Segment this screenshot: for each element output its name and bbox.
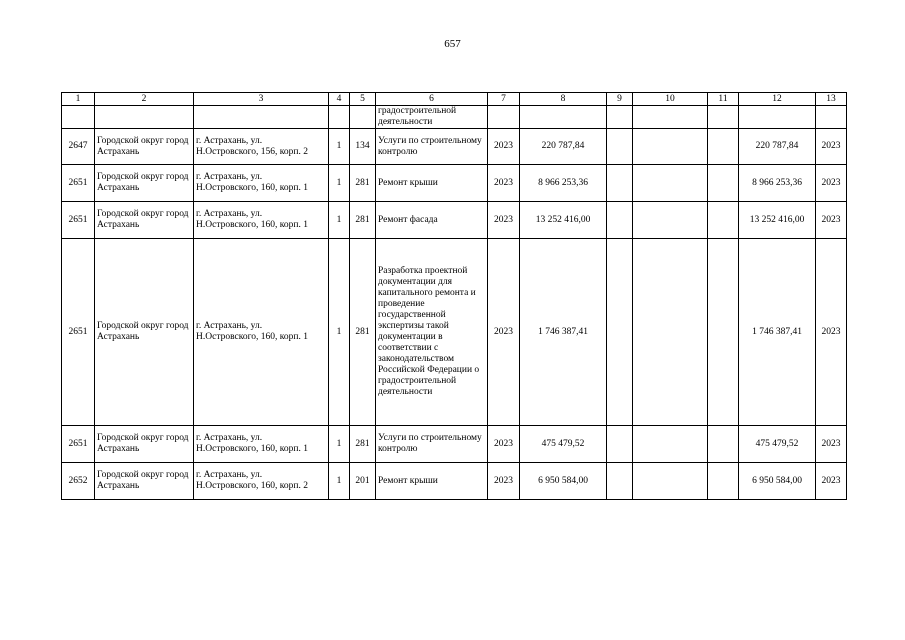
cell-municipality: Городской округ город Астрахань bbox=[95, 165, 194, 202]
cell-address: г. Астрахань, ул. Н.Островского, 160, корп. 1 bbox=[194, 426, 329, 463]
cell-row-number: 2651 bbox=[62, 165, 95, 202]
cell-col-11 bbox=[708, 165, 739, 202]
cell-amount: 6 950 584,00 bbox=[520, 463, 607, 500]
cell-amount: 220 787,84 bbox=[520, 129, 607, 165]
header-cell-3: 3 bbox=[194, 93, 329, 106]
cell-count bbox=[329, 106, 350, 129]
cell-total-amount: 220 787,84 bbox=[739, 129, 816, 165]
header-cell-1: 1 bbox=[62, 93, 95, 106]
cell-municipality: Городской округ город Астрахань bbox=[95, 426, 194, 463]
cell-work-type: Ремонт фасада bbox=[376, 202, 488, 239]
cell-work-type: Ремонт крыши bbox=[376, 165, 488, 202]
cell-code: 281 bbox=[350, 202, 376, 239]
header-cell-11: 11 bbox=[708, 93, 739, 106]
header-cell-12: 12 bbox=[739, 93, 816, 106]
cell-col-11 bbox=[708, 463, 739, 500]
cell-total-amount: 1 746 387,41 bbox=[739, 239, 816, 426]
cell-col-10 bbox=[633, 426, 708, 463]
cell-col-11 bbox=[708, 129, 739, 165]
cell-count: 1 bbox=[329, 426, 350, 463]
header-row bbox=[62, 93, 847, 106]
cell-address: г. Астрахань, ул. Н.Островского, 156, корп. 2 bbox=[194, 129, 329, 165]
cell-row-number: 2651 bbox=[62, 239, 95, 426]
cell-municipality bbox=[95, 106, 194, 129]
cell-code: 134 bbox=[350, 129, 376, 165]
cell-finish-year: 2023 bbox=[816, 426, 847, 463]
cell-code: 201 bbox=[350, 463, 376, 500]
header-cell-10: 10 bbox=[633, 93, 708, 106]
header-cell-13: 13 bbox=[816, 93, 847, 106]
cell-row-number: 2651 bbox=[62, 426, 95, 463]
cell-amount bbox=[520, 106, 607, 129]
cell-code bbox=[350, 106, 376, 129]
cell-year: 2023 bbox=[488, 202, 520, 239]
cell-count: 1 bbox=[329, 165, 350, 202]
cell-row-number bbox=[62, 106, 95, 129]
cell-col-9 bbox=[607, 239, 633, 426]
header-cell-6: 6 bbox=[376, 93, 488, 106]
table-row bbox=[62, 106, 847, 129]
cell-amount: 13 252 416,00 bbox=[520, 202, 607, 239]
cell-address: г. Астрахань, ул. Н.Островского, 160, корп. 1 bbox=[194, 239, 329, 426]
cell-municipality: Городской округ город Астрахань bbox=[95, 463, 194, 500]
cell-year bbox=[488, 106, 520, 129]
cell-work-type: Услуги по строительному контролю bbox=[376, 129, 488, 165]
cell-address: г. Астрахань, ул. Н.Островского, 160, корп. 1 bbox=[194, 202, 329, 239]
cell-count: 1 bbox=[329, 202, 350, 239]
table-body bbox=[62, 93, 847, 500]
cell-col-9 bbox=[607, 426, 633, 463]
cell-work-type: Услуги по строительному контролю bbox=[376, 426, 488, 463]
cell-address: г. Астрахань, ул. Н.Островского, 160, корп. 1 bbox=[194, 165, 329, 202]
cell-count: 1 bbox=[329, 129, 350, 165]
cell-total-amount: 475 479,52 bbox=[739, 426, 816, 463]
cell-col-10 bbox=[633, 239, 708, 426]
table-row bbox=[62, 463, 847, 500]
cell-finish-year: 2023 bbox=[816, 202, 847, 239]
cell-municipality: Городской округ город Астрахань bbox=[95, 239, 194, 426]
cell-finish-year: 2023 bbox=[816, 129, 847, 165]
cell-year: 2023 bbox=[488, 426, 520, 463]
cell-year: 2023 bbox=[488, 129, 520, 165]
cell-address bbox=[194, 106, 329, 129]
cell-total-amount bbox=[739, 106, 816, 129]
cell-year: 2023 bbox=[488, 239, 520, 426]
cell-year: 2023 bbox=[488, 463, 520, 500]
cell-finish-year: 2023 bbox=[816, 463, 847, 500]
header-cell-5: 5 bbox=[350, 93, 376, 106]
cell-col-10 bbox=[633, 202, 708, 239]
cell-count: 1 bbox=[329, 463, 350, 500]
cell-work-type: Ремонт крыши bbox=[376, 463, 488, 500]
cell-col-9 bbox=[607, 106, 633, 129]
header-cell-9: 9 bbox=[607, 93, 633, 106]
table-row bbox=[62, 426, 847, 463]
cell-finish-year bbox=[816, 106, 847, 129]
cell-amount: 1 746 387,41 bbox=[520, 239, 607, 426]
header-cell-8: 8 bbox=[520, 93, 607, 106]
cell-row-number: 2651 bbox=[62, 202, 95, 239]
cell-col-11 bbox=[708, 202, 739, 239]
cell-col-11 bbox=[708, 426, 739, 463]
table-row bbox=[62, 202, 847, 239]
cell-code: 281 bbox=[350, 426, 376, 463]
cell-address: г. Астрахань, ул. Н.Островского, 160, корп. 2 bbox=[194, 463, 329, 500]
cell-year: 2023 bbox=[488, 165, 520, 202]
cell-code: 281 bbox=[350, 165, 376, 202]
cell-col-9 bbox=[607, 129, 633, 165]
cell-total-amount: 6 950 584,00 bbox=[739, 463, 816, 500]
cell-col-10 bbox=[633, 129, 708, 165]
cell-finish-year: 2023 bbox=[816, 165, 847, 202]
register-table bbox=[61, 92, 847, 500]
table-row bbox=[62, 165, 847, 202]
cell-col-10 bbox=[633, 165, 708, 202]
header-cell-2: 2 bbox=[95, 93, 194, 106]
cell-code: 281 bbox=[350, 239, 376, 426]
cell-count: 1 bbox=[329, 239, 350, 426]
table-row bbox=[62, 239, 847, 426]
cell-total-amount: 8 966 253,36 bbox=[739, 165, 816, 202]
cell-amount: 475 479,52 bbox=[520, 426, 607, 463]
header-cell-4: 4 bbox=[329, 93, 350, 106]
cell-municipality: Городской округ город Астрахань bbox=[95, 129, 194, 165]
cell-col-10 bbox=[633, 463, 708, 500]
page-number: 657 bbox=[444, 38, 461, 50]
cell-work-type: Разработка проектной документации для капитального ремонта и проведение государственной экспертизы такой документации в соответствии с законодательством Российской Федерации о градостроительной деятельности bbox=[376, 239, 488, 426]
table-row bbox=[62, 129, 847, 165]
cell-col-11 bbox=[708, 239, 739, 426]
cell-col-9 bbox=[607, 202, 633, 239]
cell-row-number: 2647 bbox=[62, 129, 95, 165]
cell-work-type: градостроительной деятельности bbox=[376, 106, 488, 129]
cell-col-9 bbox=[607, 463, 633, 500]
cell-municipality: Городской округ город Астрахань bbox=[95, 202, 194, 239]
cell-row-number: 2652 bbox=[62, 463, 95, 500]
cell-col-9 bbox=[607, 165, 633, 202]
cell-total-amount: 13 252 416,00 bbox=[739, 202, 816, 239]
header-cell-7: 7 bbox=[488, 93, 520, 106]
cell-amount: 8 966 253,36 bbox=[520, 165, 607, 202]
cell-col-11 bbox=[708, 106, 739, 129]
cell-finish-year: 2023 bbox=[816, 239, 847, 426]
cell-col-10 bbox=[633, 106, 708, 129]
